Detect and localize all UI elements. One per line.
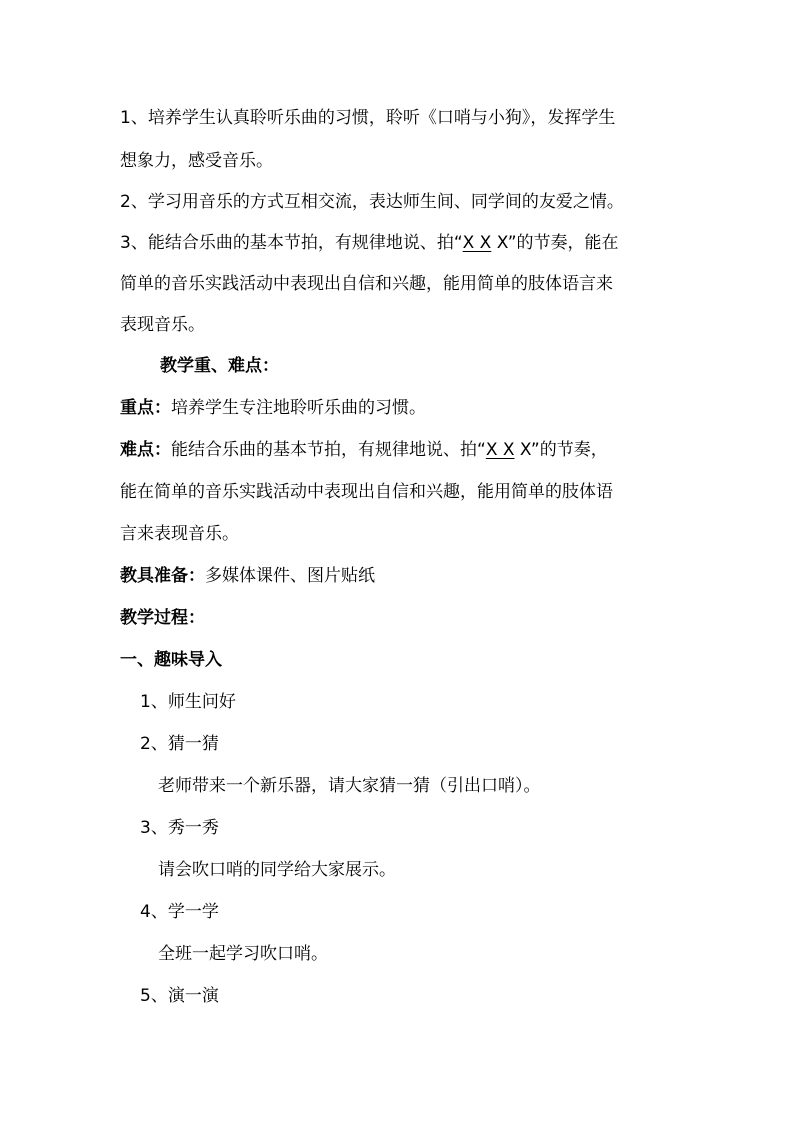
- objective-3-line-1: [120, 232, 619, 254]
- objective-3-line-2: 简单的音乐实践活动中表现出自信和兴趣，能用简单的肢体语言来: [120, 274, 613, 294]
- step-3-detail: 请会吹口哨的同学给大家展示。: [158, 860, 396, 880]
- focus-heading: 教学重、难点：: [160, 356, 279, 376]
- difficult-point-line-1: [120, 439, 608, 461]
- teaching-aids: [120, 565, 375, 587]
- process-heading: 教学过程：: [120, 608, 205, 628]
- step-5-title: 5、演一演: [140, 986, 219, 1006]
- difficult-point-text-b: ”的节奏，: [530, 440, 608, 460]
- step-3-title: 3、秀一秀: [140, 818, 219, 838]
- step-4-title: 4、学一学: [140, 902, 219, 922]
- difficult-point-line-2: 能在简单的音乐实践活动中表现出自信和兴趣，能用简单的肢体语: [120, 482, 613, 502]
- objective-2: 2、学习用音乐的方式互相交流，表达师生间、同学间的友爱之情。: [120, 192, 624, 212]
- step-2-detail: 老师带来一个新乐器，请大家猜一猜（引出口哨）。: [158, 776, 541, 796]
- objective-1-line-2: 想象力，感受音乐。: [120, 151, 273, 171]
- rhythm-underlined: X X: [462, 233, 492, 253]
- section-1-heading: 一、趣味导入: [120, 650, 222, 670]
- key-point-label: 重点：: [120, 398, 171, 418]
- objective-3-text-b: ”的节奏，能在: [507, 233, 619, 253]
- difficult-point-label: 难点：: [120, 440, 171, 460]
- teaching-aids-label: 教具准备：: [120, 566, 205, 586]
- step-2-title: 2、猜一猜: [140, 734, 219, 754]
- step-1-title: 1、师生问好: [140, 692, 236, 712]
- rhythm-tail: X: [491, 233, 508, 253]
- objective-3-text-a: 3、能结合乐曲的基本节拍，有规律地说、拍“: [120, 233, 463, 253]
- objective-3-line-3: 表现音乐。: [120, 315, 205, 335]
- rhythm-underlined-2: X X: [485, 440, 515, 460]
- rhythm-tail-2: X: [514, 440, 531, 460]
- step-4-detail: 全班一起学习吹口哨。: [158, 944, 328, 964]
- key-point-text: 培养学生专注地聆听乐曲的习惯。: [171, 398, 426, 418]
- objective-1-line-1: 1、培养学生认真聆听乐曲的习惯，聆听《口哨与小狗》，发挥学生: [120, 108, 616, 128]
- teaching-aids-text: 多媒体课件、图片贴纸: [205, 566, 375, 586]
- difficult-point-line-3: 言来表现音乐。: [120, 524, 239, 544]
- difficult-point-text-a: 能结合乐曲的基本节拍，有规律地说、拍“: [171, 440, 486, 460]
- key-point: [120, 397, 426, 419]
